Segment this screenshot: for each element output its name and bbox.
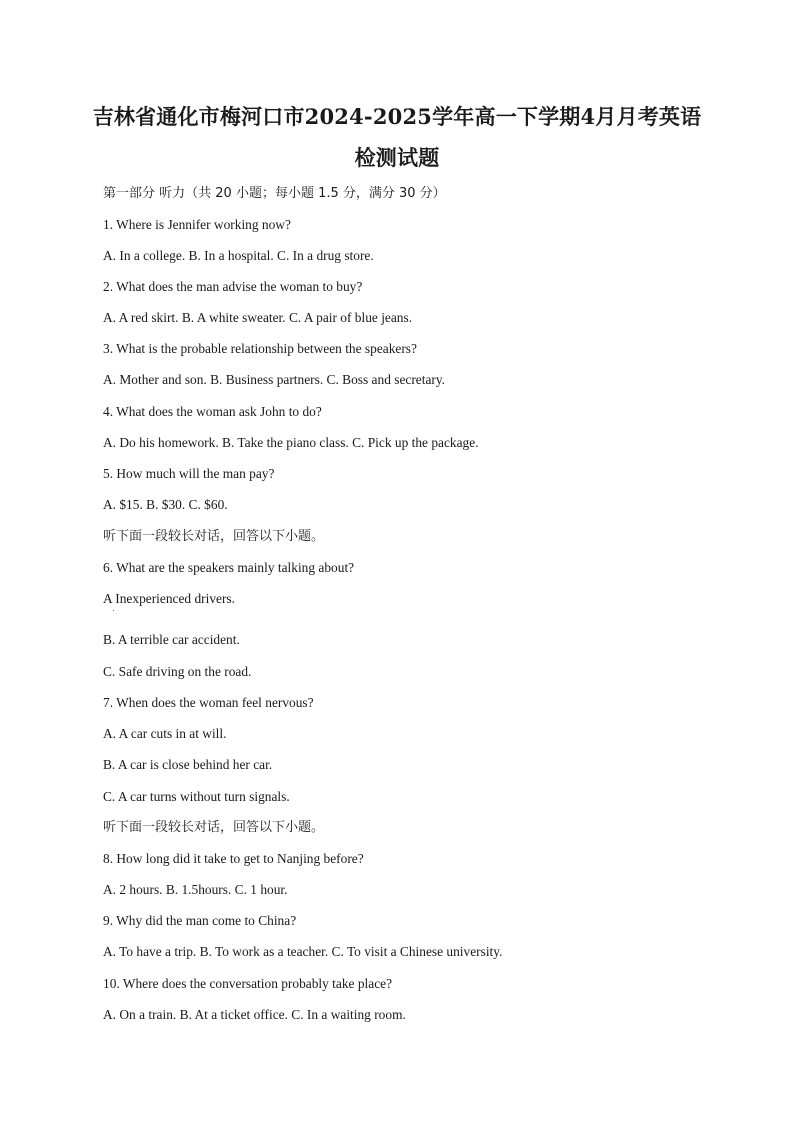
dialogue-instruction-2: 听下面一段较长对话，回答以下小题。 (103, 820, 325, 835)
question-10-options: A. On a train. B. At a ticket office. C. In a waiting room. (103, 1007, 406, 1022)
question-1-options: A. In a college. B. In a hospital. C. In a drug store. (103, 248, 374, 263)
question-7-option-c: C. A car turns without turn signals. (103, 789, 290, 804)
question-3-options: A. Mother and son. B. Business partners. C. Boss and secretary. (103, 372, 446, 387)
question-1: 1. Where is Jennifer working now? (103, 217, 291, 232)
question-6-option-b: B. A terrible car accident. (103, 632, 240, 647)
question-5-options: A. $15. B. $30. C. $60. (103, 497, 228, 512)
question-7: 7. When does the woman feel nervous? (103, 695, 314, 710)
question-6-option-c: C. Safe driving on the road. (103, 664, 252, 679)
question-2: 2. What does the man advise the woman to buy? (103, 279, 363, 294)
question-8-options: A. 2 hours. B. 1.5hours. C. 1 hour. (103, 882, 288, 897)
question-4: 4. What does the woman ask John to do? (103, 404, 322, 419)
document-title-line-2: 检测试题 (354, 145, 440, 170)
question-10: 10. Where does the conversation probably take place? (103, 976, 393, 991)
question-6: 6. What are the speakers mainly talking about? (103, 560, 355, 575)
question-7-option-a: A. A car cuts in at will. (103, 726, 227, 741)
question-3: 3. What is the probable relationship between the speakers? (103, 341, 417, 356)
document-title-line-1: 吉林省通化市梅河口市2024-2025学年高一下学期4月月考英语 (92, 104, 702, 129)
question-5: 5. How much will the man pay? (103, 466, 275, 481)
question-4-options: A. Do his homework. B. Take the piano class. C. Pick up the package. (103, 435, 479, 450)
question-9-options: A. To have a trip. B. To work as a teacher. C. To visit a Chinese university. (103, 944, 503, 959)
question-9: 9. Why did the man come to China? (103, 913, 297, 928)
question-8: 8. How long did it take to get to Nanjing before? (103, 851, 364, 866)
question-2-options: A. A red skirt. B. A white sweater. C. A pair of blue jeans. (103, 310, 413, 325)
dialogue-instruction-1: 听下面一段较长对话，回答以下小题。 (103, 529, 325, 544)
question-6-option-a: A Inexperienced drivers. (103, 591, 235, 606)
section-heading: 第一部分 听力（共 20 小题；每小题 1.5 分，满分 30 分） (103, 186, 446, 201)
question-7-option-b: B. A car is close behind her car. (103, 757, 273, 772)
stray-dot (113, 610, 114, 611)
